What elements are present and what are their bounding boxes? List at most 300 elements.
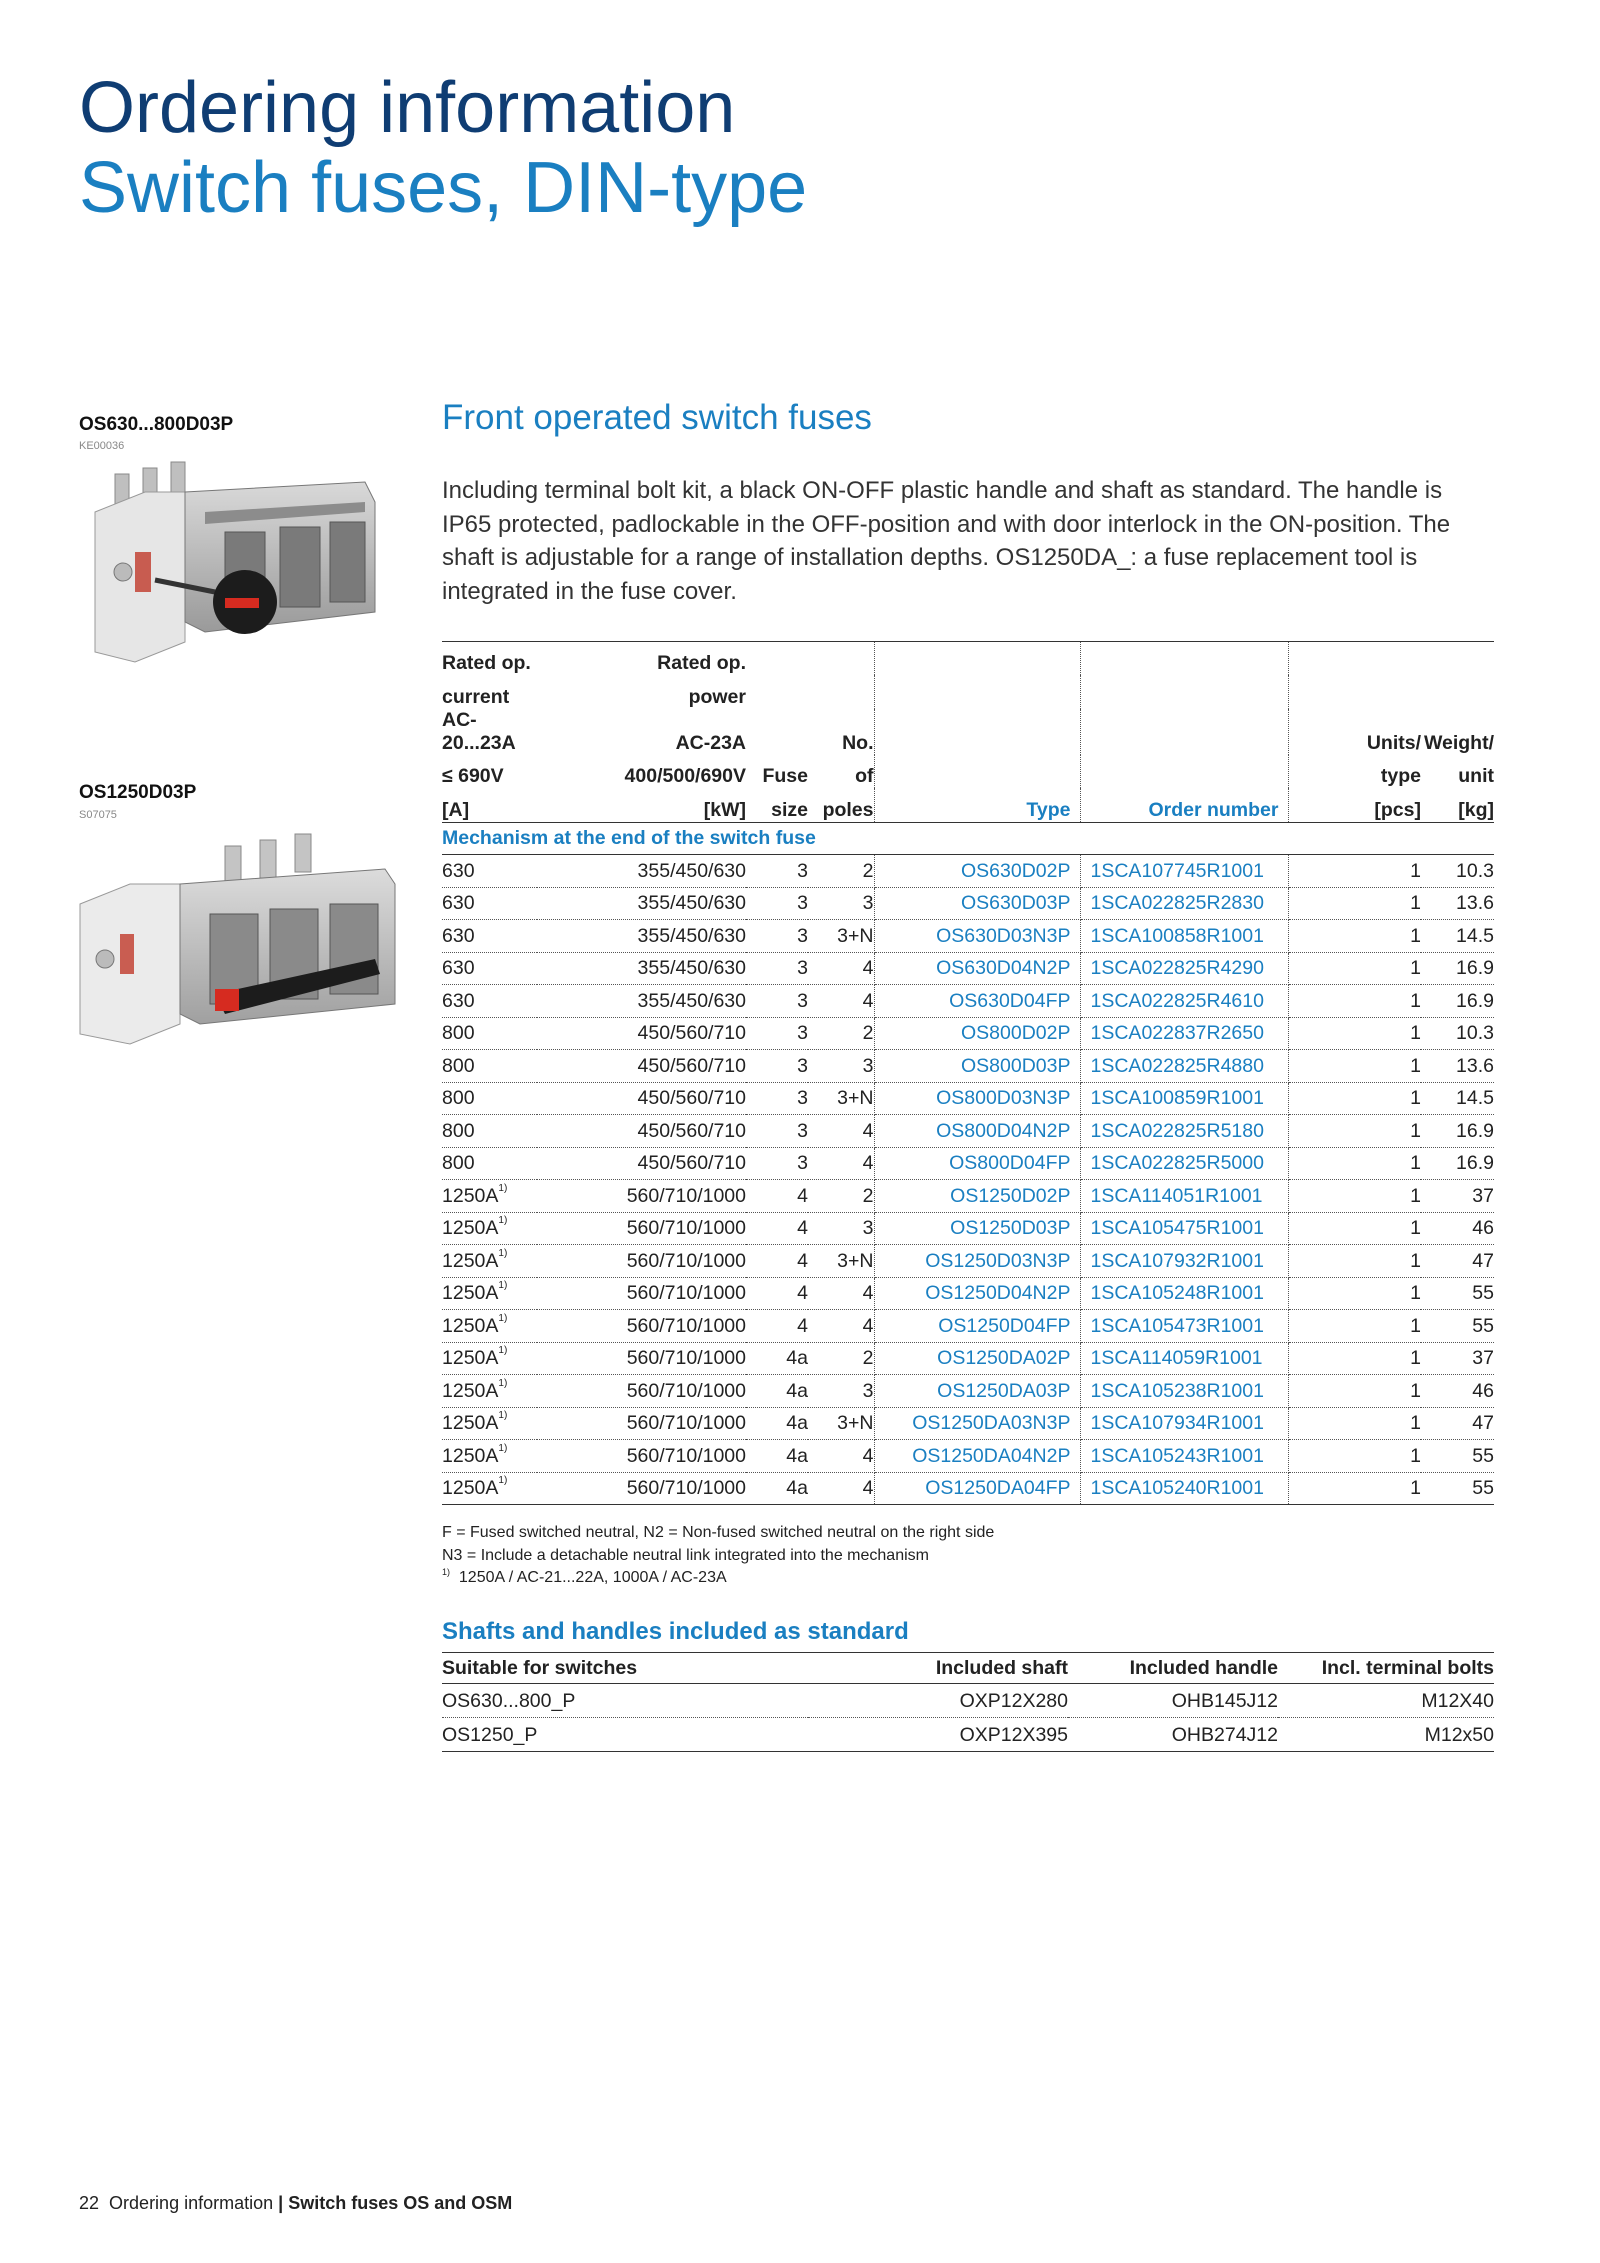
cell-power [537, 952, 746, 985]
cell-poles [808, 1407, 874, 1440]
cell-power [537, 1310, 746, 1343]
footnote-mark: 1) [498, 1247, 508, 1259]
page-number: 22 [79, 2193, 100, 2213]
cell-power [537, 1017, 746, 1050]
cell-current [442, 1375, 537, 1408]
cell-fuse [746, 1212, 808, 1245]
cell-poles [808, 1310, 874, 1343]
order-value: 1SCA105240R1001 [1090, 1477, 1264, 1500]
cell-weight [1421, 1277, 1494, 1310]
cell-poles [808, 1212, 874, 1245]
cell-poles [808, 1277, 874, 1310]
fuse-value: 4 [797, 1184, 808, 1207]
current-value: 800 [442, 1119, 475, 1142]
cell-units [1288, 1245, 1421, 1278]
current-value: 1250A [442, 1412, 499, 1435]
type-value: OS1250D04FP [938, 1314, 1071, 1337]
cell-poles [808, 1180, 874, 1213]
cell-current [442, 1180, 537, 1213]
fuse-value: 4a [786, 1477, 808, 1500]
cell-weight [1421, 855, 1494, 888]
table-row [442, 1082, 1494, 1115]
cell-poles [808, 985, 874, 1018]
poles-value: 3+N [837, 1249, 874, 1272]
shafts-header-shaft: Included shaft [808, 1653, 1068, 1684]
fuse-value: 3 [797, 1087, 808, 1110]
order-value: 1SCA114059R1001 [1090, 1347, 1263, 1370]
current-value: 1250A [442, 1444, 499, 1467]
power-value: 450/560/710 [637, 1054, 746, 1077]
cell-order [1080, 1115, 1288, 1148]
poles-value: 4 [862, 957, 874, 980]
shafts-handle: OHB145J12 [1068, 1684, 1278, 1718]
table-row [442, 1440, 1494, 1473]
shafts-handle: OHB274J12 [1068, 1718, 1278, 1752]
order-value: 1SCA022825R2830 [1090, 892, 1264, 915]
cell-order [1080, 1245, 1288, 1278]
type-value: OS1250D03P [950, 1217, 1071, 1240]
power-value: 450/560/710 [637, 1119, 746, 1142]
fuse-value: 4a [786, 1444, 808, 1467]
fuse-value: 3 [797, 859, 808, 882]
cell-fuse [746, 985, 808, 1018]
cell-type [874, 1440, 1080, 1473]
cell-power [537, 1472, 746, 1505]
shafts-row [442, 1684, 1494, 1718]
cell-fuse [746, 1440, 808, 1473]
header-units-1: Units/ [1366, 731, 1421, 754]
shafts-bolts: M12X40 [1278, 1684, 1494, 1718]
cell-type [874, 952, 1080, 985]
cell-power [537, 920, 746, 953]
current-value: 1250A [442, 1379, 499, 1402]
cell-order [1080, 1212, 1288, 1245]
cell-units [1288, 1472, 1421, 1505]
cell-fuse [746, 1472, 808, 1505]
power-value: 560/710/1000 [626, 1314, 746, 1337]
cell-units [1288, 887, 1421, 920]
note-line-3 [442, 1567, 994, 1590]
footnote-mark: 1) [498, 1345, 508, 1357]
header-current-2: current [442, 685, 510, 708]
weight-value: 10.3 [1456, 859, 1494, 882]
cell-poles [808, 1017, 874, 1050]
cell-poles [808, 855, 874, 888]
cell-poles [808, 1342, 874, 1375]
units-value: 1 [1410, 1314, 1421, 1337]
header-power-1: Rated op. [537, 642, 746, 676]
shafts-table [442, 1652, 1494, 1752]
weight-value: 14.5 [1456, 924, 1494, 947]
table-row [442, 1310, 1494, 1343]
table-row [442, 1147, 1494, 1180]
cell-power [537, 1277, 746, 1310]
cell-order [1080, 855, 1288, 888]
cell-power [537, 1342, 746, 1375]
cell-fuse [746, 1245, 808, 1278]
type-value: OS1250D03N3P [925, 1249, 1071, 1272]
current-value: 630 [442, 957, 475, 980]
power-value: 450/560/710 [637, 1022, 746, 1045]
type-value: OS630D02P [961, 859, 1071, 882]
header-power-3: AC-23A [675, 731, 746, 754]
footnote-mark: 1) [498, 1215, 508, 1227]
shafts-shaft: OXP12X280 [808, 1684, 1068, 1718]
cell-weight [1421, 1440, 1494, 1473]
cell-units [1288, 920, 1421, 953]
cell-current [442, 952, 537, 985]
order-value: 1SCA022837R2650 [1090, 1022, 1264, 1045]
cell-poles [808, 1147, 874, 1180]
footer-section: Ordering information [109, 2193, 274, 2213]
units-value: 1 [1410, 1119, 1421, 1142]
cell-weight [1421, 1180, 1494, 1213]
cell-fuse [746, 1310, 808, 1343]
fuse-value: 4 [797, 1249, 808, 1272]
cell-type [874, 1082, 1080, 1115]
table-row [442, 985, 1494, 1018]
cell-current [442, 1245, 537, 1278]
cell-weight [1421, 1050, 1494, 1083]
poles-value: 4 [862, 1444, 874, 1467]
poles-value: 2 [862, 1347, 874, 1370]
header-poles-2: of [808, 755, 874, 788]
weight-value: 13.6 [1456, 892, 1494, 915]
cell-poles [808, 1115, 874, 1148]
cell-type [874, 1407, 1080, 1440]
header-poles-1: No. [808, 709, 874, 755]
footer-separator: | [278, 2193, 284, 2213]
units-value: 1 [1410, 1282, 1421, 1305]
order-value: 1SCA114051R1001 [1090, 1184, 1263, 1207]
order-value: 1SCA107934R1001 [1090, 1412, 1264, 1435]
header-order-number: Order number [1080, 788, 1288, 822]
cell-poles [808, 920, 874, 953]
type-value: OS1250DA04N2P [912, 1444, 1071, 1467]
cell-current [442, 1407, 537, 1440]
cell-order [1080, 1082, 1288, 1115]
cell-current [442, 855, 537, 888]
weight-value: 16.9 [1456, 1152, 1494, 1175]
switch-fuse-os630-image [75, 452, 395, 670]
cell-power [537, 1147, 746, 1180]
cell-type [874, 855, 1080, 888]
cell-power [537, 1115, 746, 1148]
cell-power [537, 1375, 746, 1408]
poles-value: 2 [862, 1184, 874, 1207]
table-row [442, 1407, 1494, 1440]
current-value: 1250A [442, 1282, 499, 1305]
footnote-mark: 1) [498, 1410, 508, 1422]
cell-fuse [746, 952, 808, 985]
fuse-value: 3 [797, 957, 808, 980]
fuse-value: 3 [797, 1054, 808, 1077]
group-label: Mechanism at the end of the switch fuse [442, 822, 1494, 855]
cell-units [1288, 1407, 1421, 1440]
power-value: 560/710/1000 [626, 1477, 746, 1500]
cell-fuse [746, 1342, 808, 1375]
order-value: 1SCA105238R1001 [1090, 1379, 1264, 1402]
header-current-4: ≤ 690V [442, 765, 504, 788]
weight-value: 55 [1472, 1444, 1494, 1467]
cell-fuse [746, 887, 808, 920]
cell-weight [1421, 1017, 1494, 1050]
cell-power [537, 1180, 746, 1213]
cell-current [442, 1147, 537, 1180]
cell-order [1080, 920, 1288, 953]
poles-value: 4 [862, 1314, 874, 1337]
page-footer [79, 2193, 512, 2214]
poles-value: 3 [862, 892, 874, 915]
cell-order [1080, 1342, 1288, 1375]
cell-type [874, 1310, 1080, 1343]
cell-type [874, 1050, 1080, 1083]
poles-value: 2 [862, 1022, 874, 1045]
cell-current [442, 1017, 537, 1050]
shafts-shaft: OXP12X395 [808, 1718, 1068, 1752]
power-value: 560/710/1000 [626, 1249, 746, 1272]
cell-poles [808, 1245, 874, 1278]
cell-weight [1421, 1310, 1494, 1343]
fuse-value: 4a [786, 1379, 808, 1402]
cell-units [1288, 952, 1421, 985]
cell-power [537, 1407, 746, 1440]
cell-type [874, 1472, 1080, 1505]
header-weight-2: unit [1458, 765, 1494, 788]
units-value: 1 [1410, 957, 1421, 980]
cell-weight [1421, 1082, 1494, 1115]
poles-value: 3 [862, 1217, 874, 1240]
footnote-mark: 1) [498, 1442, 508, 1454]
cell-units [1288, 1147, 1421, 1180]
cell-units [1288, 1050, 1421, 1083]
cell-current [442, 1050, 537, 1083]
weight-value: 47 [1472, 1249, 1494, 1272]
cell-order [1080, 1310, 1288, 1343]
table-row [442, 952, 1494, 985]
cell-order [1080, 1277, 1288, 1310]
fuse-value: 3 [797, 924, 808, 947]
poles-value: 4 [862, 1152, 874, 1175]
units-value: 1 [1410, 924, 1421, 947]
cell-power [537, 855, 746, 888]
product-label-os630: OS630...800D03P [79, 414, 234, 435]
cell-order [1080, 1017, 1288, 1050]
table-row [442, 1212, 1494, 1245]
cell-current [442, 1082, 537, 1115]
cell-order [1080, 952, 1288, 985]
order-value: 1SCA100858R1001 [1090, 924, 1264, 947]
weight-value: 10.3 [1456, 1022, 1494, 1045]
current-value: 1250A [442, 1249, 499, 1272]
cell-type [874, 1277, 1080, 1310]
power-value: 450/560/710 [637, 1152, 746, 1175]
note-line-2: N3 = Include a detachable neutral link integrated into the mechanism [442, 1546, 929, 1564]
current-value: 1250A [442, 1217, 499, 1240]
cell-type [874, 985, 1080, 1018]
units-value: 1 [1410, 892, 1421, 915]
units-value: 1 [1410, 1249, 1421, 1272]
header-current-1: Rated op. [442, 642, 537, 676]
cell-weight [1421, 1115, 1494, 1148]
cell-power [537, 1212, 746, 1245]
header-current-3: AC-20...23A [442, 708, 516, 754]
header-weight-1: Weight/ [1423, 731, 1494, 754]
cell-units [1288, 1310, 1421, 1343]
cell-current [442, 1342, 537, 1375]
fuse-value: 3 [797, 892, 808, 915]
weight-value: 46 [1472, 1379, 1494, 1402]
cell-weight [1421, 1147, 1494, 1180]
current-value: 800 [442, 1152, 475, 1175]
cell-weight [1421, 1245, 1494, 1278]
note-footnote-mark: 1) [442, 1567, 451, 1577]
cell-fuse [746, 1375, 808, 1408]
cell-weight [1421, 952, 1494, 985]
poles-value: 4 [862, 1282, 874, 1305]
order-value: 1SCA022825R4290 [1090, 957, 1264, 980]
units-value: 1 [1410, 1379, 1421, 1402]
current-value: 630 [442, 859, 475, 882]
cell-current [442, 1277, 537, 1310]
footnote-mark: 1) [498, 1280, 508, 1292]
cell-units [1288, 1277, 1421, 1310]
units-value: 1 [1410, 1022, 1421, 1045]
units-value: 1 [1410, 1054, 1421, 1077]
current-value: 800 [442, 1022, 475, 1045]
units-value: 1 [1410, 1217, 1421, 1240]
current-value: 630 [442, 892, 475, 915]
poles-value: 2 [862, 859, 874, 882]
poles-value: 3+N [837, 1412, 874, 1435]
power-value: 560/710/1000 [626, 1184, 746, 1207]
note-line-1: F = Fused switched neutral, N2 = Non-fused switched neutral on the right side [442, 1524, 995, 1541]
fuse-value: 4a [786, 1412, 808, 1435]
cell-weight [1421, 985, 1494, 1018]
power-value: 560/710/1000 [626, 1412, 746, 1435]
cell-order [1080, 887, 1288, 920]
cell-power [537, 1082, 746, 1115]
cell-current [442, 1115, 537, 1148]
cell-current [442, 985, 537, 1018]
poles-value: 3 [862, 1054, 874, 1077]
footnote-mark: 1) [498, 1475, 508, 1487]
header-weight-3: [kg] [1421, 788, 1494, 822]
cell-current [442, 1472, 537, 1505]
power-value: 355/450/630 [637, 859, 746, 882]
order-value: 1SCA105473R1001 [1090, 1314, 1264, 1337]
poles-value: 4 [862, 989, 874, 1012]
cell-order [1080, 1375, 1288, 1408]
fuse-value: 3 [797, 1152, 808, 1175]
units-value: 1 [1410, 1087, 1421, 1110]
cell-fuse [746, 1277, 808, 1310]
header-poles-3: poles [808, 788, 874, 822]
cell-current [442, 1440, 537, 1473]
table-row [442, 920, 1494, 953]
units-value: 1 [1410, 1477, 1421, 1500]
cell-units [1288, 855, 1421, 888]
table-row [442, 1115, 1494, 1148]
units-value: 1 [1410, 1412, 1421, 1435]
product-label-os1250: OS1250D03P [79, 782, 197, 803]
type-value: OS800D03N3P [936, 1087, 1071, 1110]
cell-units [1288, 1017, 1421, 1050]
shafts-switch: OS630...800_P [442, 1684, 808, 1718]
shafts-header-bolts: Incl. terminal bolts [1278, 1653, 1494, 1684]
power-value: 450/560/710 [637, 1087, 746, 1110]
weight-value: 47 [1472, 1412, 1494, 1435]
type-value: OS1250DA02P [937, 1347, 1071, 1370]
cell-poles [808, 1082, 874, 1115]
cell-units [1288, 1115, 1421, 1148]
cell-type [874, 1375, 1080, 1408]
cell-weight [1421, 1342, 1494, 1375]
shafts-header-switches: Suitable for switches [442, 1653, 808, 1684]
cell-order [1080, 1050, 1288, 1083]
order-value: 1SCA022825R5180 [1090, 1119, 1264, 1142]
weight-value: 14.5 [1456, 1087, 1494, 1110]
cell-units [1288, 1082, 1421, 1115]
cell-type [874, 1212, 1080, 1245]
cell-current [442, 1212, 537, 1245]
cell-units [1288, 1375, 1421, 1408]
cell-fuse [746, 1017, 808, 1050]
header-units-3: [pcs] [1288, 788, 1421, 822]
cell-units [1288, 1440, 1421, 1473]
header-power-5: [kW] [537, 788, 746, 822]
footnote-mark: 1) [498, 1377, 508, 1389]
fuse-value: 3 [797, 989, 808, 1012]
type-value: OS1250D02P [950, 1184, 1071, 1207]
cell-poles [808, 1375, 874, 1408]
footer-doc-title: Switch fuses OS and OSM [288, 2193, 513, 2213]
table-notes [442, 1522, 994, 1590]
weight-value: 16.9 [1456, 989, 1494, 1012]
power-value: 355/450/630 [637, 924, 746, 947]
cell-order [1080, 1180, 1288, 1213]
table-row [442, 1050, 1494, 1083]
order-value: 1SCA105248R1001 [1090, 1282, 1264, 1305]
weight-value: 37 [1472, 1347, 1494, 1370]
type-value: OS800D02P [961, 1022, 1071, 1045]
header-units-2: type [1380, 765, 1421, 788]
current-value: 630 [442, 989, 475, 1012]
power-value: 355/450/630 [637, 892, 746, 915]
shafts-title: Shafts and handles included as standard [442, 1618, 909, 1645]
table-row [442, 1375, 1494, 1408]
order-value: 1SCA107745R1001 [1090, 859, 1264, 882]
poles-value: 4 [862, 1477, 874, 1500]
cell-order [1080, 1147, 1288, 1180]
type-value: OS630D04N2P [936, 957, 1071, 980]
header-current-5: [A] [442, 788, 537, 822]
weight-value: 13.6 [1456, 1054, 1494, 1077]
current-value: 1250A [442, 1184, 499, 1207]
fuse-value: 4 [797, 1217, 808, 1240]
header-fuse-2: size [746, 788, 808, 822]
cell-weight [1421, 1375, 1494, 1408]
cell-order [1080, 1407, 1288, 1440]
fuse-value: 3 [797, 1022, 808, 1045]
fuse-value: 4a [786, 1347, 808, 1370]
cell-type [874, 920, 1080, 953]
fuse-value: 4 [797, 1314, 808, 1337]
switch-fuse-os1250-image [75, 824, 405, 1054]
type-value: OS630D04FP [949, 989, 1071, 1012]
header-fuse-1: Fuse [762, 765, 808, 788]
cell-units [1288, 985, 1421, 1018]
